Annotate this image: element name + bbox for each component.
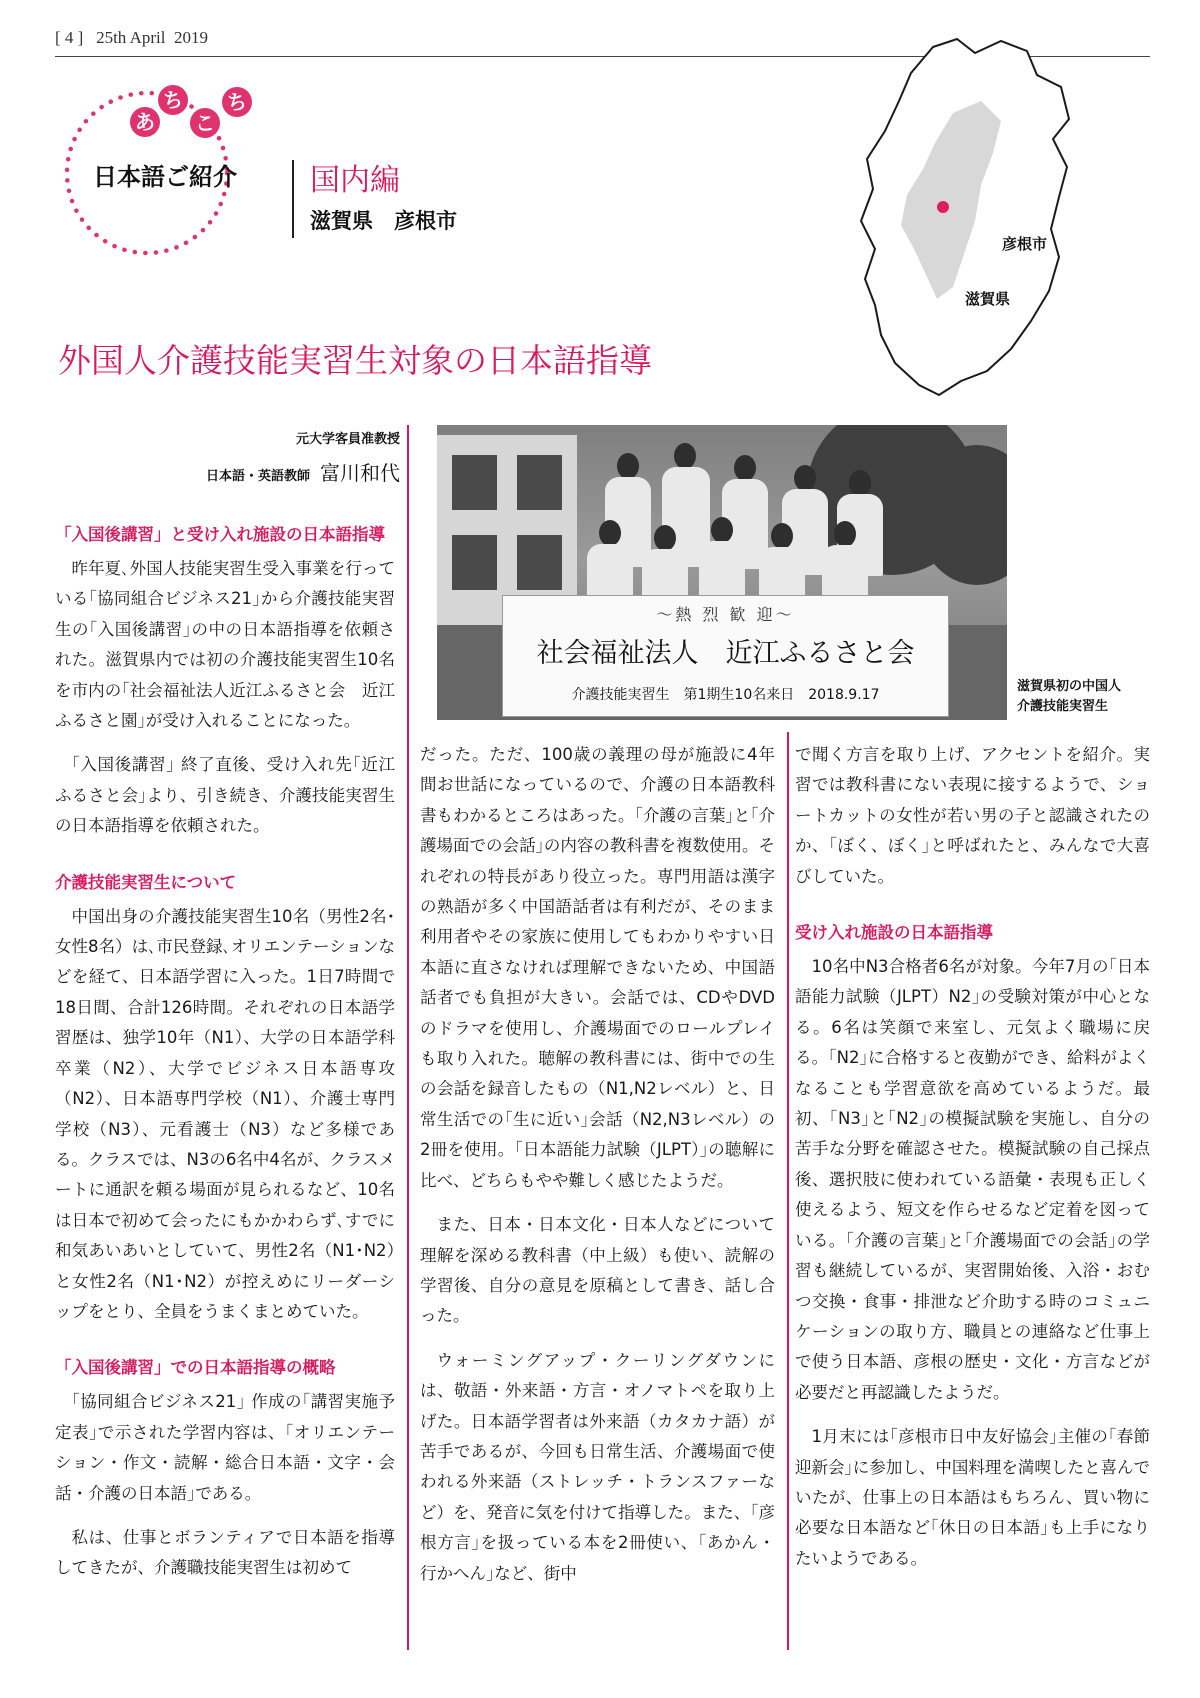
caption-line-1: 滋賀県初の中国人 bbox=[1017, 679, 1122, 694]
body-paragraph: で聞く方言を取り上げ、アクセントを紹介。実習では教科書にない表現に接するようで、ショートカットの女性が若い男の子と認識されたのか、｢ぼく、ぼく｣と呼ばれたと、みんなで大喜びしていた。 bbox=[795, 745, 1150, 886]
article-column-2 bbox=[420, 740, 775, 1603]
article-column-1 bbox=[55, 520, 395, 1598]
series-divider bbox=[292, 160, 294, 238]
caption-line-2: 介護技能実習生 bbox=[1017, 699, 1109, 714]
body-paragraph: ウォーミングアップ・クーリングダウンには、敬語・外来語・方言・オノマトペを取り上げた。日本語学習者は外来語（カタカナ語）が苦手であるが、今回も日常生活、介護場面で使われる外来語（ストレッチ・トランスファーなど）を、発音に気を付けて指導した。また、｢彦根方言｣を扱っている本を2冊使い、｢あかん・行かへん｣など、街中 bbox=[420, 1350, 775, 1583]
banner-organization: 社会福祉法人 近江ふるさと会 bbox=[536, 638, 915, 669]
column-rule-right bbox=[787, 732, 789, 1650]
building-window bbox=[517, 535, 562, 590]
building-window bbox=[452, 455, 497, 510]
column-logo bbox=[55, 65, 300, 265]
logo-hiragana-a: あ bbox=[130, 107, 160, 137]
section-heading: 「入国後講習」での日本語指導の概略 bbox=[55, 1358, 336, 1378]
group-photo bbox=[437, 425, 1007, 720]
map-prefecture-label: 滋賀県 bbox=[965, 290, 1011, 308]
body-paragraph: 中国出身の介護技能実習生10名（男性2名･女性8名）は､市民登録､オリエンテーションなどを経て、日本語学習に入った。1日7時間で18日間、合計126時間。それぞれの日本語学習歴は、独学10年（N1）、大学の日本語学科卒業（N2）、大学でビジネス日本語専攻（N2）、日本語専門学校（N1）、介護士専門学校（N3）、元看護士（N3）など多様である。クラスでは、N3の6名中4名が、クラスメートに通訳を頼る場面が見られるなど、10名は日本で初めて会ったにもかかわらず､すでに和気あいあいとしていて、男性2名（N1･N2）と女性2名（N1･N2）が控えめにリーダーシップをとり、全員をうまくまとめていた。 bbox=[55, 906, 395, 1321]
series-location: 滋賀県 彦根市 bbox=[310, 209, 457, 233]
section-heading: 受け入れ施設の日本語指導 bbox=[795, 923, 993, 943]
body-paragraph: また、日本・日本文化・日本人などについて理解を深める教科書（中上級）も使い、読解の学習後、自分の意見を原稿として書き、話し合った。 bbox=[420, 1215, 775, 1326]
series-title: 国内編 bbox=[310, 163, 400, 198]
logo-hiragana-ko: こ bbox=[190, 108, 220, 138]
article-column-3 bbox=[795, 740, 1150, 1588]
section-heading: 「入国後講習」と受け入れ施設の日本語指導 bbox=[55, 525, 385, 544]
author-name: 富川和代 bbox=[320, 461, 400, 485]
body-paragraph: ｢入国後講習｣ 終了直後、受け入れ先｢近江ふるさと会｣より、引き続き、介護技能実習生の日本語指導を依頼された。 bbox=[55, 755, 395, 836]
map-city-label: 彦根市 bbox=[1002, 235, 1048, 253]
logo-hiragana-chi: ち bbox=[158, 85, 188, 115]
photo-caption bbox=[1017, 677, 1121, 717]
body-paragraph: ｢協同組合ビジネス21｣ 作成の｢講習実施予定表｣で示された学習内容は、｢オリエンテーション・作文・読解・総合日本語・文字・会話・介護の日本語｣である。 bbox=[55, 1392, 395, 1503]
section-heading: 介護技能実習生について bbox=[55, 872, 237, 892]
author-role: 日本語・英語教師 bbox=[205, 469, 310, 484]
body-paragraph: 10名中N3合格者6名が対象。今年7月の｢日本語能力試験（JLPT）N2｣の受験対策が中心となる。6名は笑顔で来室し、元気よく職場に戻る。｢N2｣に合格すると夜勤ができ、給料がよくなることも学習意欲を高めているようだ。最初、｢N3｣と｢N2｣の模擬試験を実施し、自分の苦手な分野を確認させた。模擬試験の自己採点後、選択肢に使われている語彙・表現も正しく使えるよう、短文を作らせるなど定着を図っている。｢介護の言葉｣と｢介護場面での会話｣の学習も継続しているが、実習開始後、入浴・おむつ交換・食事・排泄など介助する時のコミュニケーションの取り方、職員との連絡など仕事上で使う日本語、彦根の歴史・文化・方言などが必要だと再認識したようだ。 bbox=[795, 957, 1150, 1402]
article-headline: 外国人介護技能実習生対象の日本語指導 bbox=[58, 341, 652, 380]
body-paragraph: だった。ただ、100歳の義理の母が施設に4年間お世話になっているので、介護の日本語教科書もわかるところはあった。｢介護の言葉｣と｢介護場面での会話｣の内容の教科書を複数使用。それぞれの特長があり役立った。専門用語は漢字の熟語が多く中国語話者は有利だが、そのまま利用者やその家族に使用してもわかりやすい日本語に直さなければ理解できないため、中国語話者でも負担が大きい。会話では、CDやDVDのドラマを使用し、介護場面でのロールプレイも取り入れた。聴解の教科書には、街中での生の会話を録音したもの（N1,N2レベル）と、日常生活での｢生に近い｣会話（N2,N3レベル）の2冊を使用。｢日本語能力試験（JLPT）｣の聴解に比べ、どちらもやや難しく感じたようだ。 bbox=[420, 745, 775, 1190]
banner-welcome: 〜熱 烈 歓 迎〜 bbox=[656, 605, 795, 624]
body-paragraph: 私は、仕事とボランティアで日本語を指導してきたが、介護職技能実習生は初めて bbox=[55, 1527, 395, 1578]
building-window bbox=[517, 455, 562, 510]
logo-hiragana-chi-2: ち bbox=[222, 87, 252, 117]
byline bbox=[206, 428, 400, 486]
building-window bbox=[452, 535, 497, 590]
banner-subtitle: 介護技能実習生 第1期生10名来日 2018.9.17 bbox=[571, 687, 880, 703]
welcome-banner bbox=[502, 595, 949, 717]
hikone-marker-icon bbox=[937, 201, 949, 213]
body-paragraph: 昨年夏､外国人技能実習生受入事業を行っている｢協同組合ビジネス21｣から介護技能実習生の｢入国後講習｣の中の日本語指導を依頼された。滋賀県内では初の介護技能実習生10名を市内の｢社会福祉法人近江ふるさと会 近江ふるさと園｣が受け入れることになった。 bbox=[55, 559, 395, 731]
author-affiliation: 元大学客員准教授 bbox=[295, 432, 400, 447]
body-paragraph: 1月末には｢彦根市日中友好協会｣主催の｢春節迎新会｣に参加し、中国料理を満喫したと喜んでいたが、仕事上の日本語はもちろん、買い物に必要な日本語など｢休日の日本語｣も上手になりたいようである。 bbox=[795, 1427, 1150, 1568]
logo-title: 日本語ご紹介 bbox=[93, 163, 237, 191]
column-rule-left bbox=[407, 425, 409, 1650]
page-number-and-date: [ 4 ] 25th April 2019 bbox=[55, 28, 208, 47]
